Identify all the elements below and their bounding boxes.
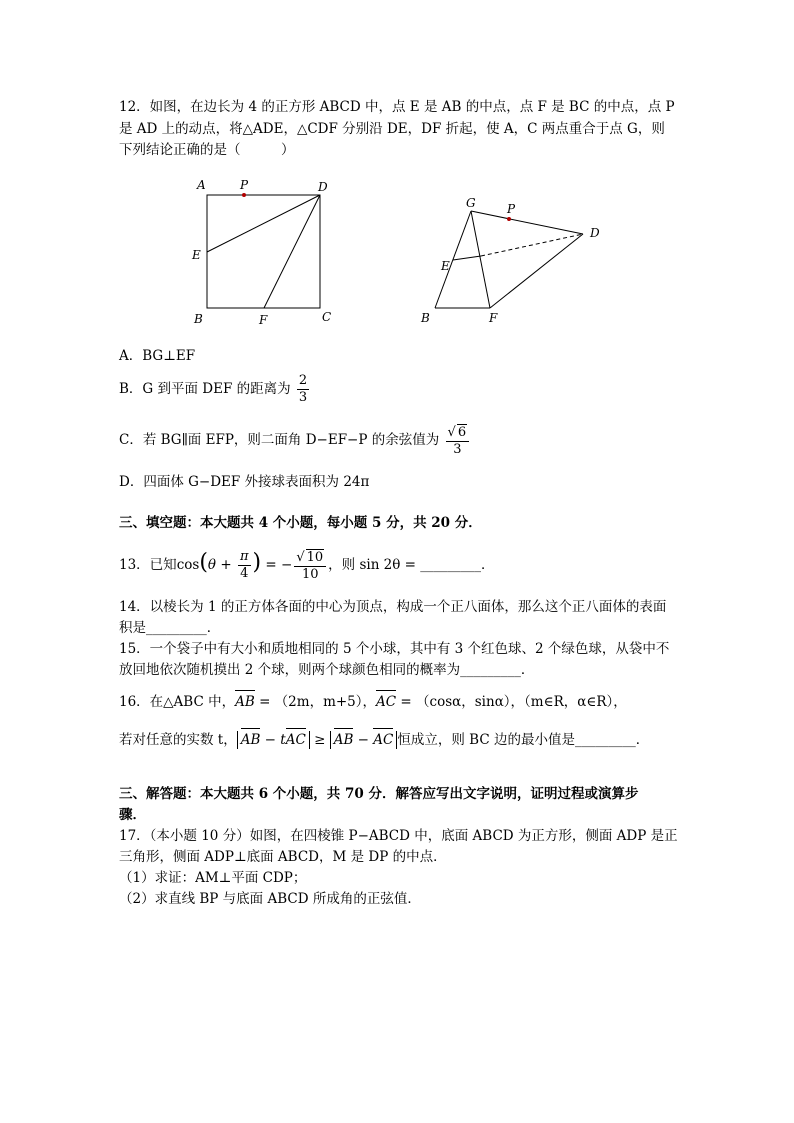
q14-line-2: 积是_________．	[119, 620, 221, 636]
q12-line-2: 是 AD 上的动点，将△ADE，△CDF 分别沿 DE，DF 折起，使 A，C 两点重合于点 G，则	[119, 121, 665, 137]
label-b: B	[194, 312, 203, 326]
option-d: D．四面体 G−DEF 外接球表面积为 24π	[119, 474, 370, 490]
label-a: A	[197, 178, 206, 192]
q12-line-1: 12．如图，在边长为 4 的正方形 ABCD 中，点 E 是 AB 的中点，点 F 是 BC 的中点，点 P	[119, 99, 675, 115]
label-c: C	[322, 310, 332, 324]
q15-line-2: 放回地依次随机摸出 2 个球，则两个球颜色相同的概率为_________．	[119, 662, 535, 678]
q16-line-1: 16．在△ABC 中，AB = （2m，m+5），AC = （cosα，sinα），（m∈R，α∈R），	[119, 694, 627, 710]
q13: 13．已知cos(θ + $\frac{\pi}{4}$ ) = − $\frac{√ 10}{10}$ ，则 sin 2θ = _________．	[119, 549, 495, 582]
tetrahedron-figure	[415, 190, 615, 330]
square-figure	[185, 175, 345, 330]
label-p2: P	[507, 202, 516, 216]
option-b	[119, 372, 311, 406]
q17-part-2: （2）求直线 BP 与底面 ABCD 所成角的正弦值．	[119, 891, 421, 907]
option-a: A．BG⊥EF	[119, 348, 196, 364]
q17-line-2: 三角形，侧面 ADP⊥底面 ABCD，M 是 DP 的中点．	[119, 849, 447, 865]
section-solve-line-1: 三、解答题：本大题共 6 个小题，共 70 分．解答应写出文字说明，证明过程或演算步	[119, 786, 639, 802]
q16-line-2: 若对任意的实数 t， AB − tAC ≥ AB − AC 恒成立，则 BC 边的最小值是_________．	[119, 732, 650, 748]
q15-line-1: 15．一个袋子中有大小和质地相同的 5 个小球，其中有 3 个红色球、2 个绿色球，从袋中不	[119, 641, 670, 657]
section-solve-line-2: 骤．	[119, 807, 146, 823]
label-d: D	[318, 180, 328, 194]
label-e2: E	[441, 259, 450, 273]
option-b-fraction: $\frac{2}{3}$	[298, 373, 308, 405]
option-b-text: B．G 到平面 DEF 的距离为	[119, 381, 291, 397]
q17-part-1: （1）求证：AM⊥平面 CDP；	[119, 870, 307, 886]
label-g: G	[466, 196, 476, 210]
label-f2: F	[489, 311, 498, 325]
q14-line-1: 14．以棱长为 1 的正方体各面的中心为顶点，构成一个正八面体，那么这个正八面体的表面	[119, 599, 667, 615]
option-c	[119, 422, 471, 458]
q17-line-1: 17．（本小题 10 分）如图，在四棱锥 P−ABCD 中，底面 ABCD 为正方形，侧面 ADP 是正	[119, 828, 678, 844]
option-c-text: C．若 BG∥面 EFP，则二面角 D−EF−P 的余弦值为	[119, 432, 440, 448]
label-e: E	[192, 248, 201, 262]
label-f: F	[259, 313, 268, 327]
q12-line-3: 下列结论正确的是（ ）	[119, 142, 295, 158]
label-d2: D	[590, 226, 600, 240]
label-p: P	[240, 178, 249, 192]
label-b2: B	[421, 311, 430, 325]
option-c-fraction: $\frac{√ 6}{3}$	[446, 424, 470, 458]
section-fill-heading: 三、填空题：本大题共 4 个小题，每小题 5 分，共 20 分．	[119, 515, 482, 531]
